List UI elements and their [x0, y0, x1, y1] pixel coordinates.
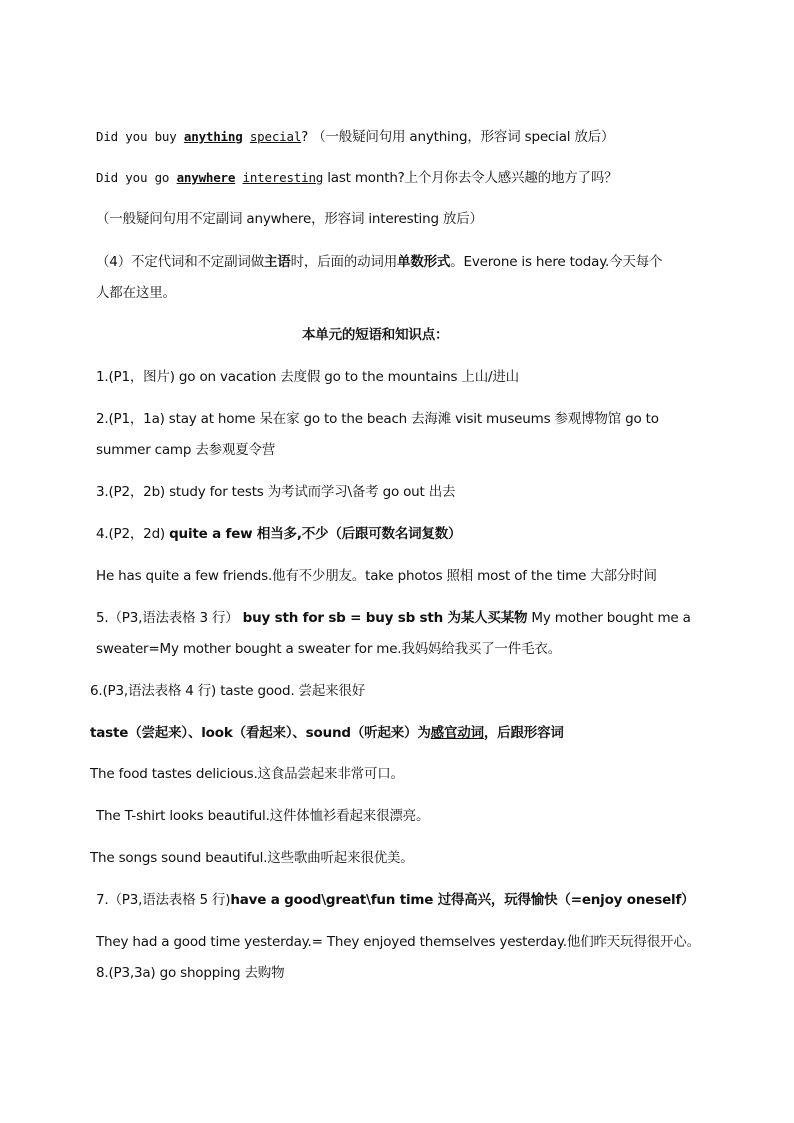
- text: 4.(P2，2d): [96, 526, 170, 542]
- text: [235, 170, 242, 185]
- item-7: [96, 891, 694, 909]
- text: 5.（P3,语法表格 3 行）: [96, 610, 243, 626]
- note-anywhere: （一般疑问句用不定副词 anywhere，形容词 interesting 放后）: [96, 211, 483, 227]
- item-5: [96, 609, 691, 627]
- keyword-singular: 单数形式: [397, 254, 451, 270]
- example-anywhere-interesting: [96, 169, 617, 187]
- rule-4: [96, 253, 662, 271]
- text: ? （一般疑问句用 anything，形容词 special 放后）: [301, 129, 615, 145]
- text: （4）不定代词和不定副词做: [96, 254, 264, 270]
- item-5-cont: sweater=My mother bought a sweater for me.我妈妈给我买了一件毛衣。: [96, 641, 562, 657]
- item-6-example-2: The T-shirt looks beautiful.这件体恤衫看起来很漂亮。: [96, 808, 430, 824]
- text: taste（尝起来）、look（看起来）、sound（听起来）为: [90, 725, 431, 741]
- item-4-example: He has quite a few friends.他有不少朋友。take photos 照相 most of the time 大部分时间: [96, 568, 657, 584]
- item-3: 3.(P2，2b) study for tests 为考试而学习\备考 go out 出去: [96, 484, 456, 500]
- item-2-cont: summer camp 去参观夏令营: [96, 442, 276, 458]
- item-6-example-3: The songs sound beautiful.这些歌曲听起来很优美。: [90, 850, 414, 866]
- rule-4-cont: 人都在这里。: [96, 285, 176, 301]
- item-6-rule: [90, 724, 564, 742]
- text: Did you go: [96, 170, 177, 185]
- text: Did you buy: [96, 129, 184, 144]
- section-title: 本单元的短语和知识点：: [302, 327, 449, 343]
- keyword-interesting: interesting: [242, 170, 324, 185]
- item-6: 6.(P3,语法表格 4 行) taste good. 尝起来很好: [90, 683, 366, 699]
- text: ，后跟形容词: [483, 725, 564, 741]
- text: 7.（P3,语法表格 5 行): [96, 892, 231, 908]
- keyword-subject: 主语: [264, 254, 291, 270]
- item-1: 1.(P1，图片) go on vacation 去度假 go to the mountains 上山/进山: [96, 369, 519, 385]
- keyword-anything: anything: [183, 129, 243, 144]
- item-2: 2.(P1，1a) stay at home 呆在家 go to the beach 去海滩 visit museums 参观博物馆 go to: [96, 411, 659, 427]
- item-6-example-1: The food tastes delicious.这食品尝起来非常可口。: [90, 766, 404, 782]
- text: My mother bought me a: [527, 610, 691, 626]
- keyword-anywhere: anywhere: [176, 170, 236, 185]
- keyword-special: special: [249, 129, 302, 144]
- keyword-buy-sth: buy sth for sb = buy sb sth 为某人买某物: [242, 610, 528, 626]
- keyword-quite-a-few: quite a few 相当多,不少（后跟可数名词复数）: [169, 526, 462, 542]
- item-7-example: They had a good time yesterday.= They enjoyed themselves yesterday.他们昨天玩得很开心。: [96, 934, 700, 950]
- keyword-sense-verbs: 感官动词: [430, 725, 484, 741]
- item-8: 8.(P3,3a) go shopping 去购物: [96, 965, 285, 981]
- item-4: [96, 525, 461, 543]
- text: [243, 129, 250, 144]
- text: 时，后面的动词用: [290, 254, 398, 270]
- text: 。Everone is here today.今天每个: [450, 254, 663, 270]
- keyword-have-a-good-time: have a good\great\fun time 过得高兴，玩得愉快（=enjoy oneself）: [230, 892, 695, 908]
- text: last month?上个月你去令人感兴趣的地方了吗？: [323, 170, 618, 186]
- example-anything-special: [96, 128, 614, 146]
